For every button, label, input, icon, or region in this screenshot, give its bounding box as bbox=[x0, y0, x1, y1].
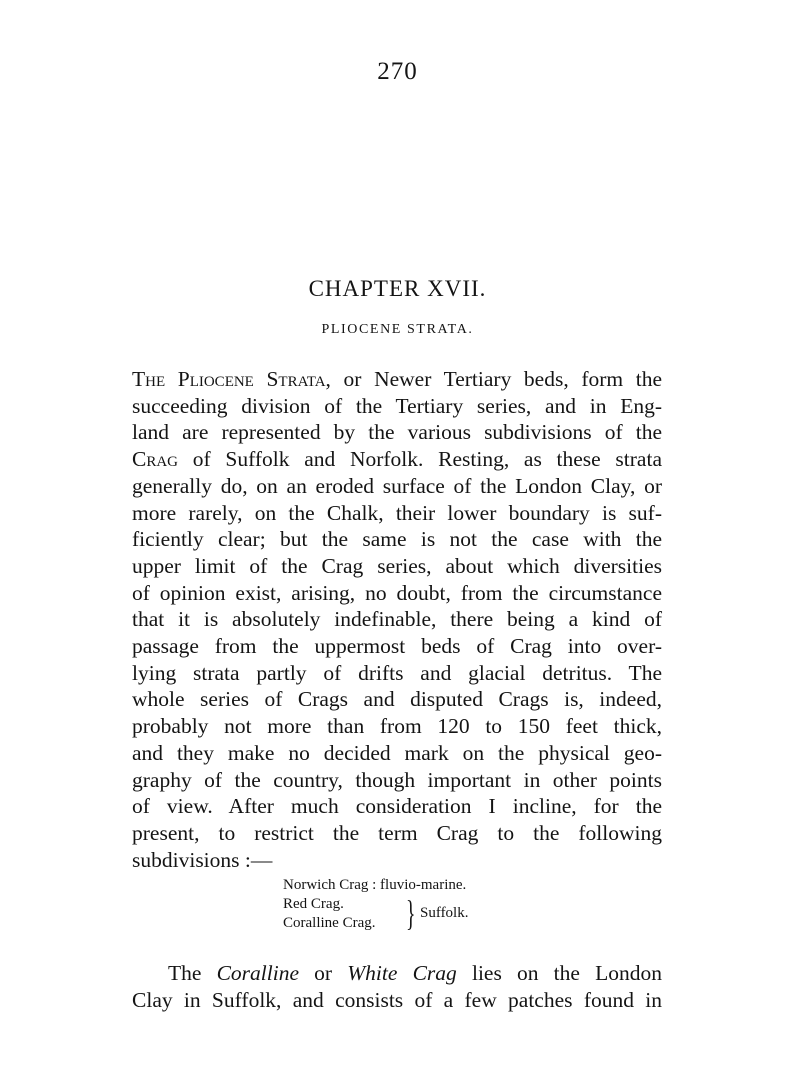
suffolk-group bbox=[283, 893, 469, 933]
list-item-coralline: Coralline Crag. bbox=[283, 915, 376, 931]
paragraph-2 bbox=[132, 960, 662, 1013]
text-line: present, to restrict the term Crag to the following bbox=[132, 820, 662, 845]
text-line: Clay in Suffolk, and consists of a few patches found in bbox=[132, 987, 662, 1012]
list-item-norwich: Norwich Crag : fluvio-marine. bbox=[283, 877, 467, 893]
text-line: ficiently clear; but the same is not the case with the bbox=[132, 527, 662, 552]
text-line: passage from the uppermost beds of Crag into over- bbox=[132, 634, 662, 659]
text-line: graphy of the country, though important in other points bbox=[132, 767, 662, 792]
text-line bbox=[132, 366, 662, 393]
text-line: upper limit of the Crag series, about which diversities bbox=[132, 553, 662, 578]
list-item-red: Red Crag. bbox=[283, 896, 344, 912]
text-line: of view. After much consideration I incline, for the bbox=[132, 794, 662, 819]
text-line: whole series of Crags and disputed Crags is, indeed, bbox=[132, 687, 662, 712]
text-line: and they make no decided mark on the physical geo- bbox=[132, 740, 662, 765]
text-fragment: The bbox=[168, 961, 217, 985]
text-line: of opinion exist, arising, no doubt, from the circumstance bbox=[132, 580, 662, 605]
chapter-subtitle: PLIOCENE STRATA. bbox=[321, 322, 474, 337]
text-line: that it is absolutely indefinable, there being a kind of bbox=[132, 607, 662, 632]
text-fragment: or bbox=[299, 961, 348, 985]
italic-term: Coralline bbox=[216, 961, 300, 985]
text-line: subdivisions :— bbox=[132, 847, 273, 872]
subdivision-list bbox=[283, 876, 469, 933]
text-line: more rarely, on the Chalk, their lower boundary is suf- bbox=[132, 500, 662, 525]
text-line: land are represented by the various subdivisions of the bbox=[132, 420, 662, 445]
text-line: generally do, on an eroded surface of the London Clay, or bbox=[132, 473, 662, 498]
crag-smallcaps: Crag bbox=[132, 447, 179, 472]
text-line bbox=[132, 446, 662, 473]
lead-smallcaps: The Pliocene Strata, bbox=[132, 367, 331, 391]
text-line: succeeding division of the Tertiary series, and in Eng- bbox=[132, 393, 662, 418]
chapter-title: CHAPTER XVII. bbox=[308, 276, 487, 301]
text-fragment: of Suffolk and Norfolk. Resting, as these strata bbox=[178, 447, 662, 472]
italic-term: White Crag bbox=[347, 961, 457, 985]
text-line: lying strata partly of drifts and glacial detritus. The bbox=[132, 660, 662, 685]
text-fragment: or Newer Tertiary beds, form the bbox=[330, 367, 663, 391]
text-fragment: lies on the London bbox=[456, 961, 662, 985]
text-line: probably not more than from 120 to 150 feet thick, bbox=[132, 714, 662, 739]
page-number: 270 bbox=[377, 58, 418, 85]
brace-icon: } bbox=[406, 893, 416, 933]
paragraph-1 bbox=[132, 366, 662, 873]
group-label: Suffolk. bbox=[420, 905, 469, 921]
text-line bbox=[132, 960, 662, 987]
